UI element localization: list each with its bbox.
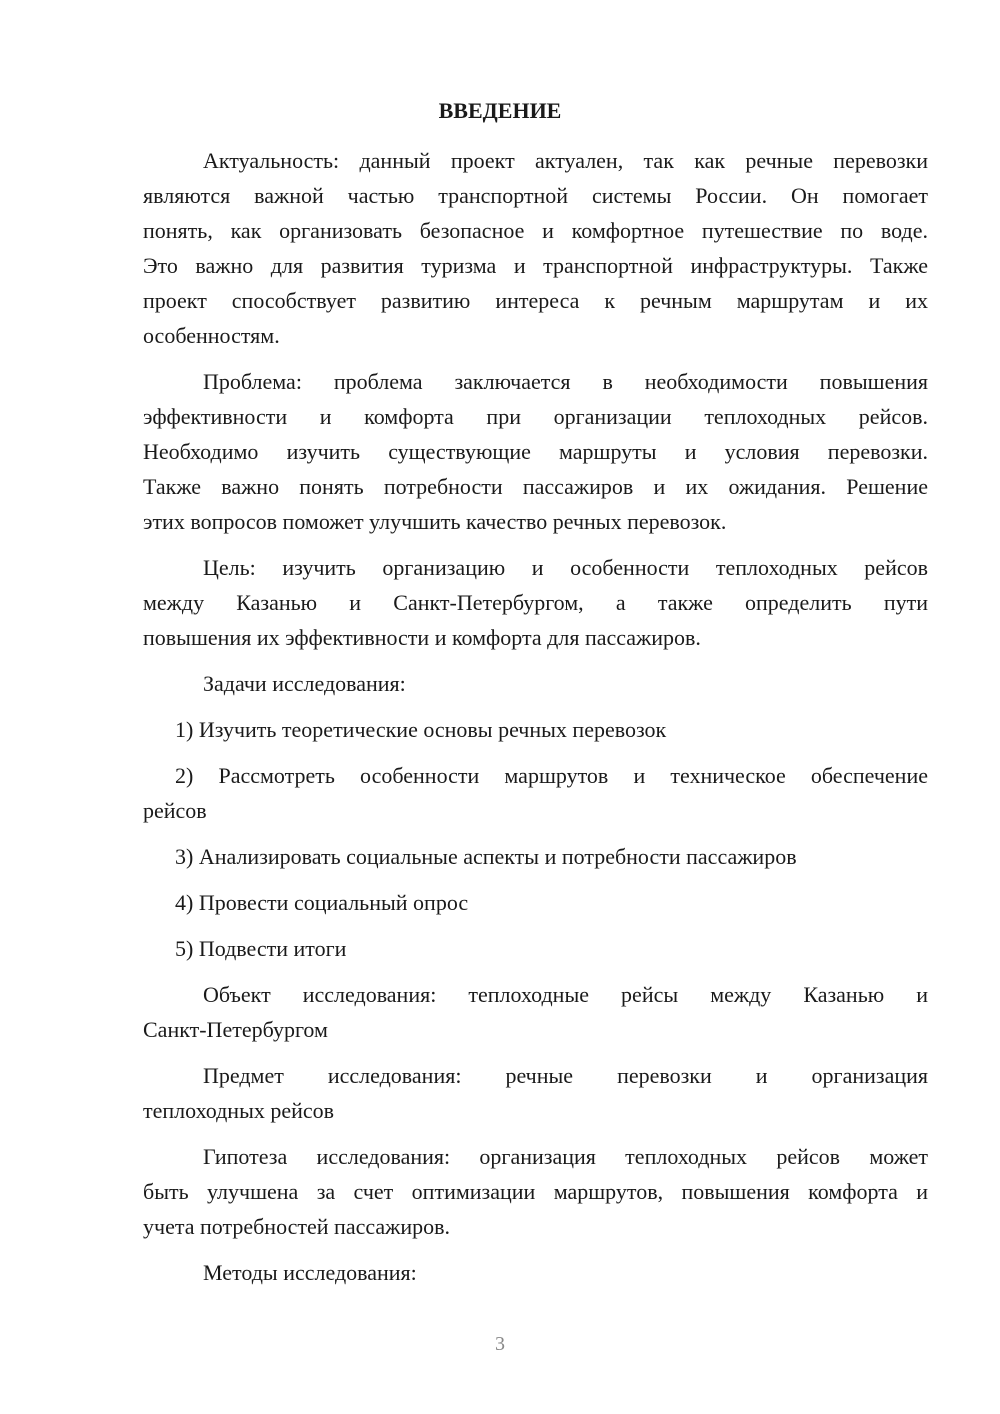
text-line: 5) Подвести итоги	[175, 936, 347, 961]
text-line: Это важно для развития туризма и транспортной инфраструктуры. Также	[143, 253, 928, 278]
text-line: Также важно понять потребности пассажиров и их ожидания. Решение	[143, 474, 928, 499]
list-item	[143, 885, 928, 920]
text-line: 3) Анализировать социальные аспекты и потребности пассажиров	[175, 844, 797, 869]
text-line: Санкт-Петербургом	[143, 1017, 328, 1042]
text-line: понять, как организовать безопасное и комфортное путешествие по воде.	[143, 218, 928, 243]
text-line: 2) Рассмотреть особенности маршрутов и техническое обеспечение	[175, 763, 928, 788]
paragraph	[143, 1139, 928, 1244]
text-line: 1) Изучить теоретические основы речных перевозок	[175, 717, 667, 742]
text-line: рейсов	[143, 798, 207, 823]
paragraph	[143, 364, 928, 539]
page-number: 3	[495, 1333, 505, 1355]
text-line: Задачи исследования:	[203, 671, 406, 696]
text-line: учета потребностей пассажиров.	[143, 1214, 451, 1239]
paragraph	[143, 1255, 928, 1290]
list-item	[143, 839, 928, 874]
text-line: Актуальность: данный проект актуален, так как речные перевозки	[203, 148, 928, 173]
text-line: 4) Провести социальный опрос	[175, 890, 469, 915]
paragraph	[143, 666, 928, 701]
text-line: быть улучшена за счет оптимизации маршрутов, повышения комфорта и	[143, 1179, 928, 1204]
text-line: являются важной частью транспортной системы России. Он помогает	[143, 183, 928, 208]
paragraph	[143, 550, 928, 655]
text-line: Необходимо изучить существующие маршруты и условия перевозки.	[143, 439, 928, 464]
paragraph	[143, 1058, 928, 1128]
text-line: эффективности и комфорта при организации теплоходных рейсов.	[143, 404, 928, 429]
text-line: проект способствует развитию интереса к речным маршрутам и их	[143, 288, 928, 313]
text-line: между Казанью и Санкт-Петербургом, а также определить пути	[143, 590, 928, 615]
list-item	[143, 712, 928, 747]
text-line: Цель: изучить организацию и особенности теплоходных рейсов	[203, 555, 928, 580]
text-line: Объект исследования: теплоходные рейсы между Казанью и	[203, 982, 928, 1007]
text-line: Проблема: проблема заключается в необходимости повышения	[203, 369, 928, 394]
text-line: повышения их эффективности и комфорта для пассажиров.	[143, 625, 701, 650]
text-line: Методы исследования:	[203, 1260, 417, 1285]
paragraph	[143, 977, 928, 1047]
text-line: Предмет исследования: речные перевозки и организация	[203, 1063, 928, 1088]
paragraph	[143, 143, 928, 353]
list-item	[143, 931, 928, 966]
text-line: теплоходных рейсов	[143, 1098, 335, 1123]
text-line: особенностям.	[143, 323, 280, 348]
document-body	[143, 143, 928, 1301]
text-line: Гипотеза исследования: организация теплоходных рейсов может	[203, 1144, 928, 1169]
list-item	[143, 758, 928, 828]
section-title: ВВЕДЕНИЕ	[438, 98, 562, 123]
text-line: этих вопросов поможет улучшить качество речных перевозок.	[143, 509, 727, 534]
